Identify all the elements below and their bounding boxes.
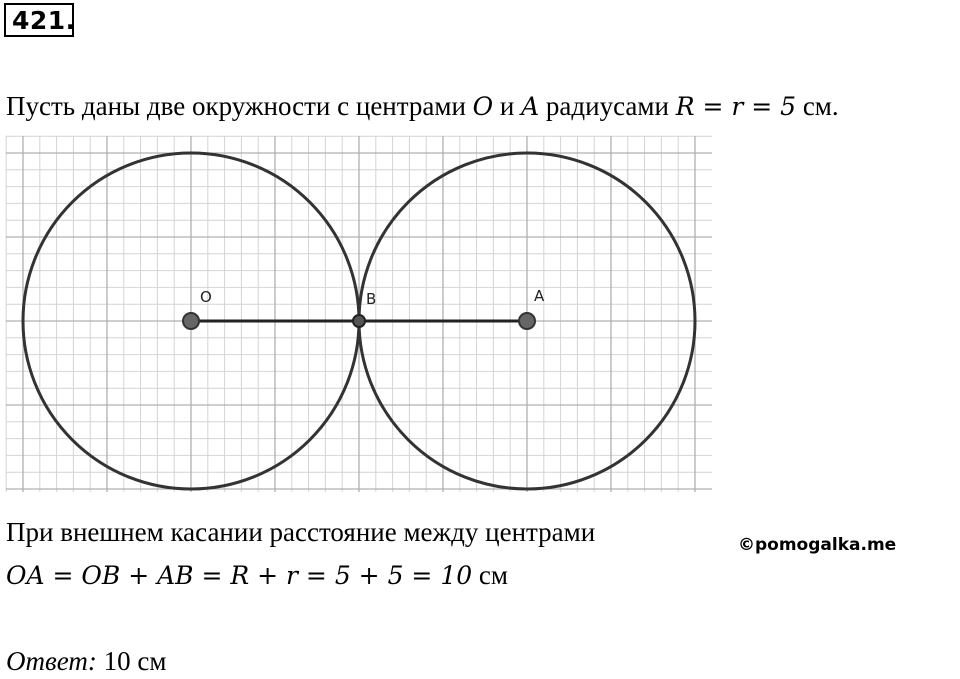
point-b [353, 315, 365, 327]
center-o-symbol: O [472, 92, 494, 121]
formula-unit: см [472, 560, 508, 590]
answer-line [6, 646, 166, 677]
radius-formula: R = r = 5 [675, 92, 797, 121]
center-a-symbol: A [521, 92, 540, 121]
statement-unit: см. [796, 91, 839, 121]
answer-label: Ответ: [6, 646, 97, 676]
label-a: A [534, 287, 545, 305]
problem-statement [6, 91, 839, 122]
problem-number: 421. [12, 6, 76, 35]
copyright-watermark: ©pomogalka.me [738, 535, 897, 555]
problem-number-box [4, 3, 74, 37]
explanation-formula-line [6, 560, 508, 591]
statement-text-2: и [493, 91, 522, 121]
statement-text-3: радиусами [539, 91, 676, 121]
point-a [519, 313, 535, 329]
label-o: O [200, 288, 212, 306]
label-b: B [366, 290, 377, 308]
answer-value: 10 см [96, 646, 167, 676]
statement-text-1: Пусть даны две окружности с центрами [6, 91, 473, 121]
point-o [183, 313, 199, 329]
distance-formula: OA = OB + AB = R + r = 5 + 5 = 10 [6, 561, 473, 590]
tangent-circles-figure [0, 130, 720, 498]
explanation-line-1: При внешнем касании расстояние между центрами [6, 517, 596, 547]
